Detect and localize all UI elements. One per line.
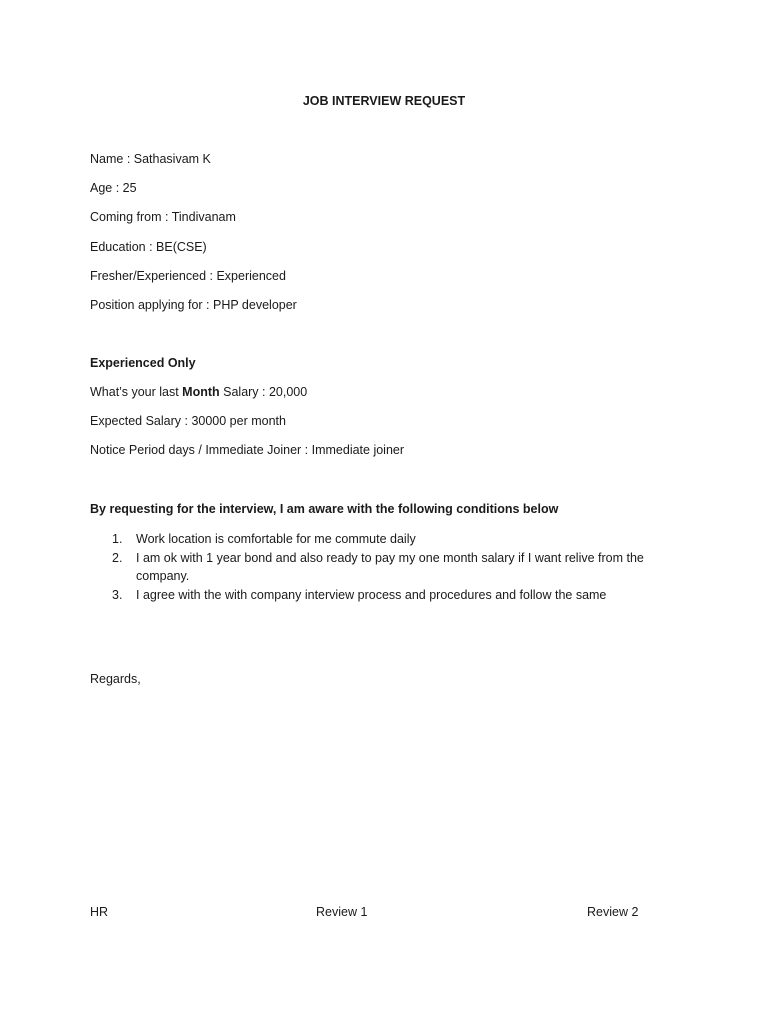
- expected-salary-field: Expected Salary : 30000 per month: [90, 414, 286, 428]
- last-salary-month: Month: [182, 385, 220, 399]
- coming-from-field: Coming from : Tindivanam: [90, 210, 236, 224]
- conditions-list: [90, 530, 670, 604]
- experience-field: Fresher/Experienced : Experienced: [90, 269, 286, 283]
- closing-regards: Regards,: [90, 672, 141, 686]
- footer-review-1: Review 1: [316, 905, 368, 919]
- last-salary-field: [90, 385, 307, 399]
- age-field: Age : 25: [90, 181, 137, 195]
- condition-number: 1.: [112, 532, 123, 546]
- condition-text: Work location is comfortable for me commute daily: [136, 532, 416, 546]
- notice-period-field: Notice Period days / Immediate Joiner : Immediate joiner: [90, 443, 405, 457]
- document-title: JOB INTERVIEW REQUEST: [302, 94, 466, 108]
- education-field: Education : BE(CSE): [90, 240, 207, 254]
- last-salary-suffix: Salary : 20,000: [219, 385, 308, 399]
- conditions-heading: By requesting for the interview, I am aware with the following conditions below: [90, 502, 559, 516]
- position-field: Position applying for : PHP developer: [90, 298, 297, 312]
- footer-review-2: Review 2: [587, 905, 639, 919]
- condition-item: [90, 586, 670, 605]
- name-field: Name : Sathasivam K: [90, 152, 211, 166]
- condition-number: 2.: [112, 550, 123, 565]
- experienced-heading: Experienced Only: [90, 356, 196, 370]
- condition-text: I am ok with 1 year bond and also ready to pay my one month salary if I want relive from the company.: [136, 550, 644, 583]
- condition-text: I agree with the with company interview process and procedures and follow the same: [136, 587, 607, 602]
- last-salary-prefix: What’s your last: [90, 385, 183, 399]
- condition-number: 3.: [112, 587, 123, 602]
- condition-item: [90, 530, 670, 549]
- condition-item: [90, 549, 670, 586]
- footer-hr: HR: [90, 905, 109, 919]
